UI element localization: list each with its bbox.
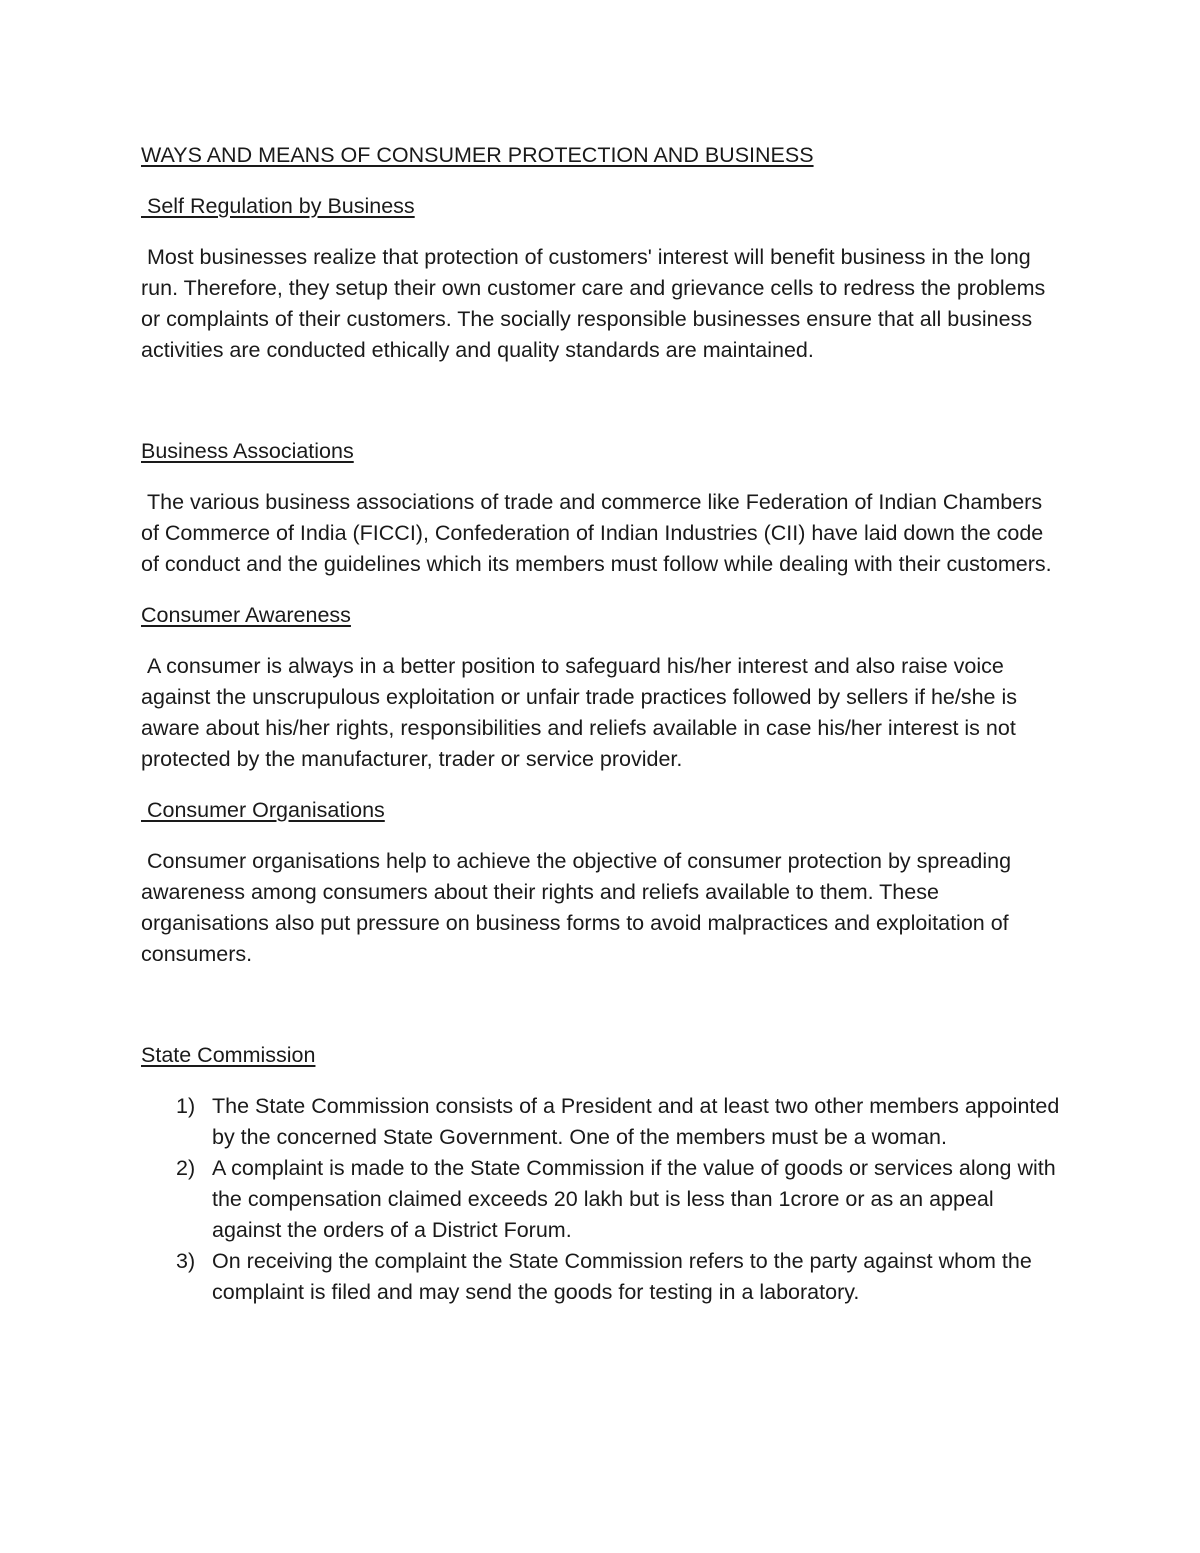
list-item xyxy=(141,1091,1061,1153)
document-title: WAYS AND MEANS OF CONSUMER PROTECTION AND BUSINESS xyxy=(141,143,814,167)
list-number: 3) xyxy=(176,1249,196,1273)
list-text: A complaint is made to the State Commission if the value of goods or services along with the compensation claimed exceeds 20 lakh but is less than 1crore or as an appeal against the orders of a District Forum. xyxy=(212,1156,1056,1242)
numbered-list xyxy=(141,1091,1061,1308)
section-consumer-awareness xyxy=(141,600,1061,775)
section-heading: Consumer Awareness xyxy=(141,603,351,627)
section-state-commission xyxy=(141,1040,1061,1308)
list-item xyxy=(141,1246,1061,1308)
list-number: 1) xyxy=(176,1094,196,1118)
list-item xyxy=(141,1153,1061,1246)
list-text: On receiving the complaint the State Commission refers to the party against whom the complaint is filed and may send the goods for testing in a laboratory. xyxy=(212,1249,1032,1304)
document-page xyxy=(141,140,1061,1308)
list-text: The State Commission consists of a President and at least two other members appointed by the concerned State Government. One of the members must be a woman. xyxy=(212,1094,1060,1149)
section-heading: Consumer Organisations xyxy=(141,798,385,822)
section-body: Consumer organisations help to achieve the objective of consumer protection by spreading awareness among consumers about their rights and reliefs available to them. These organisations also put pressure on business forms to avoid malpractices and exploitation of consumers. xyxy=(141,849,1018,966)
section-body: A consumer is always in a better position to safeguard his/her interest and also raise voice against the unscrupulous exploitation or unfair trade practices followed by sellers if he/she is aware about his/her rights, responsibilities and reliefs available in case his/her interest is not protected by the manufacturer, trader or service provider. xyxy=(141,654,1023,771)
section-business-associations xyxy=(141,436,1061,580)
spacer xyxy=(141,990,1061,1040)
section-consumer-organisations xyxy=(141,795,1061,970)
section-body: Most businesses realize that protection of customers' interest will benefit business in the long run. Therefore, they setup their own customer care and grievance cells to redress the problems or complaints of their customers. The socially responsible businesses ensure that all business activities are conducted ethically and quality standards are maintained. xyxy=(141,245,1052,362)
list-number: 2) xyxy=(176,1156,196,1180)
section-heading: Self Regulation by Business xyxy=(141,194,415,218)
spacer xyxy=(141,386,1061,436)
section-body: The various business associations of trade and commerce like Federation of Indian Chambers of Commerce of India (FICCI), Confederation of Indian Industries (CII) have laid down the code of conduct and the guidelines which its members must follow while dealing with their customers. xyxy=(141,490,1052,576)
section-heading: Business Associations xyxy=(141,439,354,463)
section-heading: State Commission xyxy=(141,1043,316,1067)
section-self-regulation xyxy=(141,191,1061,366)
